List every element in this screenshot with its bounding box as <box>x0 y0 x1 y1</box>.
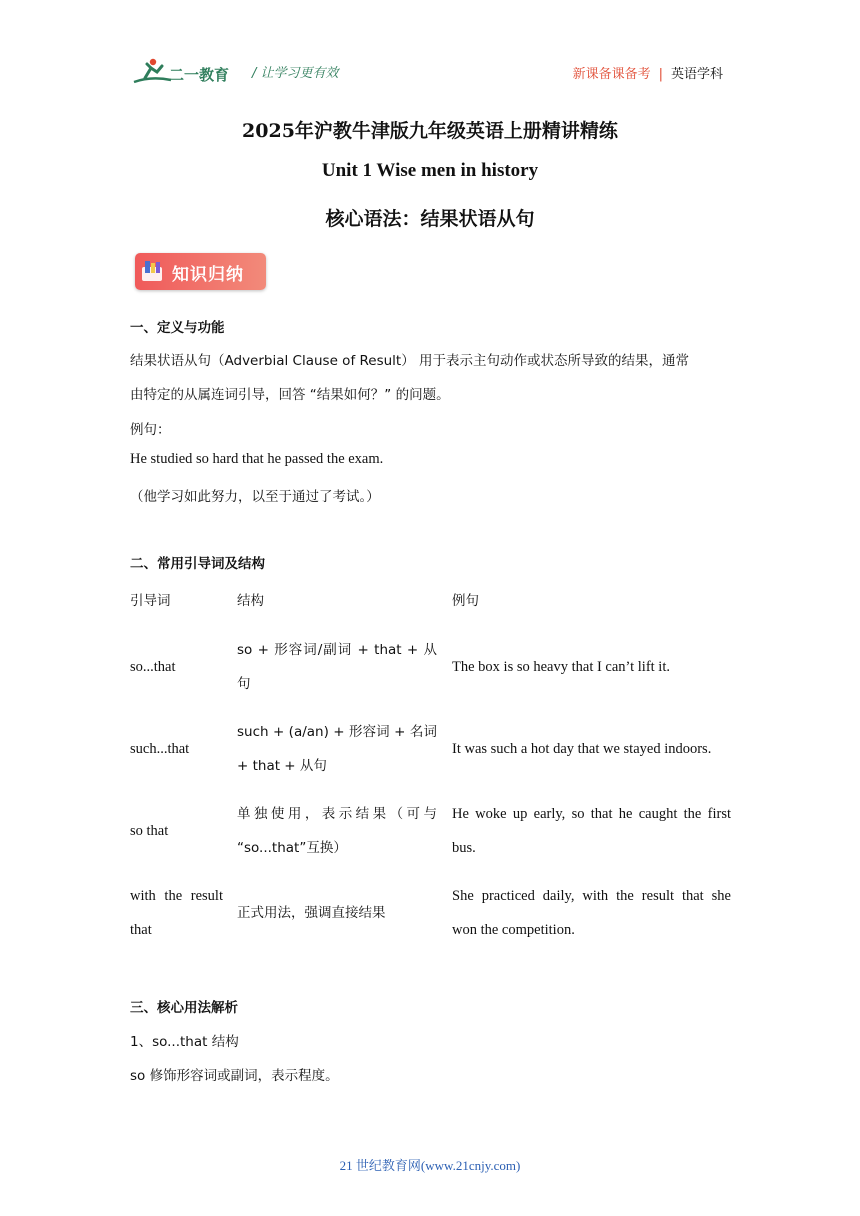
table-header-example: 例句 <box>452 593 479 609</box>
table-header-structure: 结构 <box>237 593 264 609</box>
brand-logo <box>131 56 237 88</box>
doc-unit-title: Unit 1 Wise men in history <box>321 160 539 181</box>
section1-para-line1: 结果状语从句（Adverbial Clause of Result） 用于表示主句动作或状态所导致的结果，通常 <box>130 353 689 369</box>
table-row2-word: such...that <box>130 741 190 757</box>
section3-item1-desc: so 修饰形容词或副词，表示程度。 <box>130 1068 339 1084</box>
table-row3-example-line1: He woke up early, so that he caught the first <box>452 806 731 822</box>
table-row3-structure-line1: 单独使用，表示结果（可与 <box>237 806 437 822</box>
table-row2-structure-line2: + that + 从句 <box>237 758 327 774</box>
table-row4-example-line2: won the competition. <box>452 922 575 938</box>
badge-label: 知识归纳 <box>172 265 244 285</box>
table-row3-word: so that <box>130 823 169 839</box>
table-header-word: 引导词 <box>130 593 171 609</box>
header-subject: 英语学科 <box>670 67 723 82</box>
table-row4-structure: 正式用法，强调直接结果 <box>237 905 386 921</box>
page-footer: 21 世纪教育网(www.21cnjy.com) <box>339 1158 521 1173</box>
table-row4-example-line1: She practiced daily, with the result that she <box>452 888 731 904</box>
table-row2-example: It was such a hot day that we stayed indoors. <box>452 741 712 757</box>
header-right <box>573 63 723 82</box>
doc-topic-title: 核心语法：结果状语从句 <box>325 208 535 230</box>
header-slogan: / 让学习更有效 <box>252 66 339 81</box>
header-course-label: 新课备课备考 <box>572 67 651 82</box>
table-row3-example-line2: bus. <box>452 840 476 856</box>
table-row1-example: The box is so heavy that I can’t lift it. <box>452 659 670 675</box>
table-row1-structure-line2: 句 <box>237 676 251 692</box>
section1-para-line2: 由特定的从属连词引导，回答 “结果如何？” 的问题。 <box>130 387 450 403</box>
table-row4-word-line2: that <box>130 922 152 938</box>
knowledge-summary-badge <box>135 253 266 290</box>
section1-example-label: 例句： <box>130 422 171 438</box>
logo-text: 二一教育 <box>169 66 230 84</box>
table-row2-structure-line1: such + (a/an) + 形容词 + 名词 <box>237 724 437 740</box>
section3-heading: 三、核心用法解析 <box>130 1000 238 1016</box>
table-row1-word: so...that <box>130 659 176 675</box>
section2-heading: 二、常用引导词及结构 <box>130 556 265 572</box>
book-icon <box>140 259 164 283</box>
table-row3-structure-line2: “so...that”互换） <box>237 840 347 856</box>
header-separator: | <box>658 67 663 82</box>
section1-example-en: He studied so hard that he passed the exam. <box>130 451 384 467</box>
section1-heading: 一、定义与功能 <box>130 320 225 336</box>
table-row4-word-line1: with the result <box>130 888 223 904</box>
section3-item1: 1、so...that 结构 <box>130 1034 239 1050</box>
table-row1-structure-line1: so + 形容词/副词 + that + 从 <box>237 642 437 658</box>
section1-example-cn: （他学习如此努力，以至于通过了考试。） <box>130 489 380 505</box>
doc-title: 2025年沪教牛津版九年级英语上册精讲精练 <box>242 120 618 142</box>
